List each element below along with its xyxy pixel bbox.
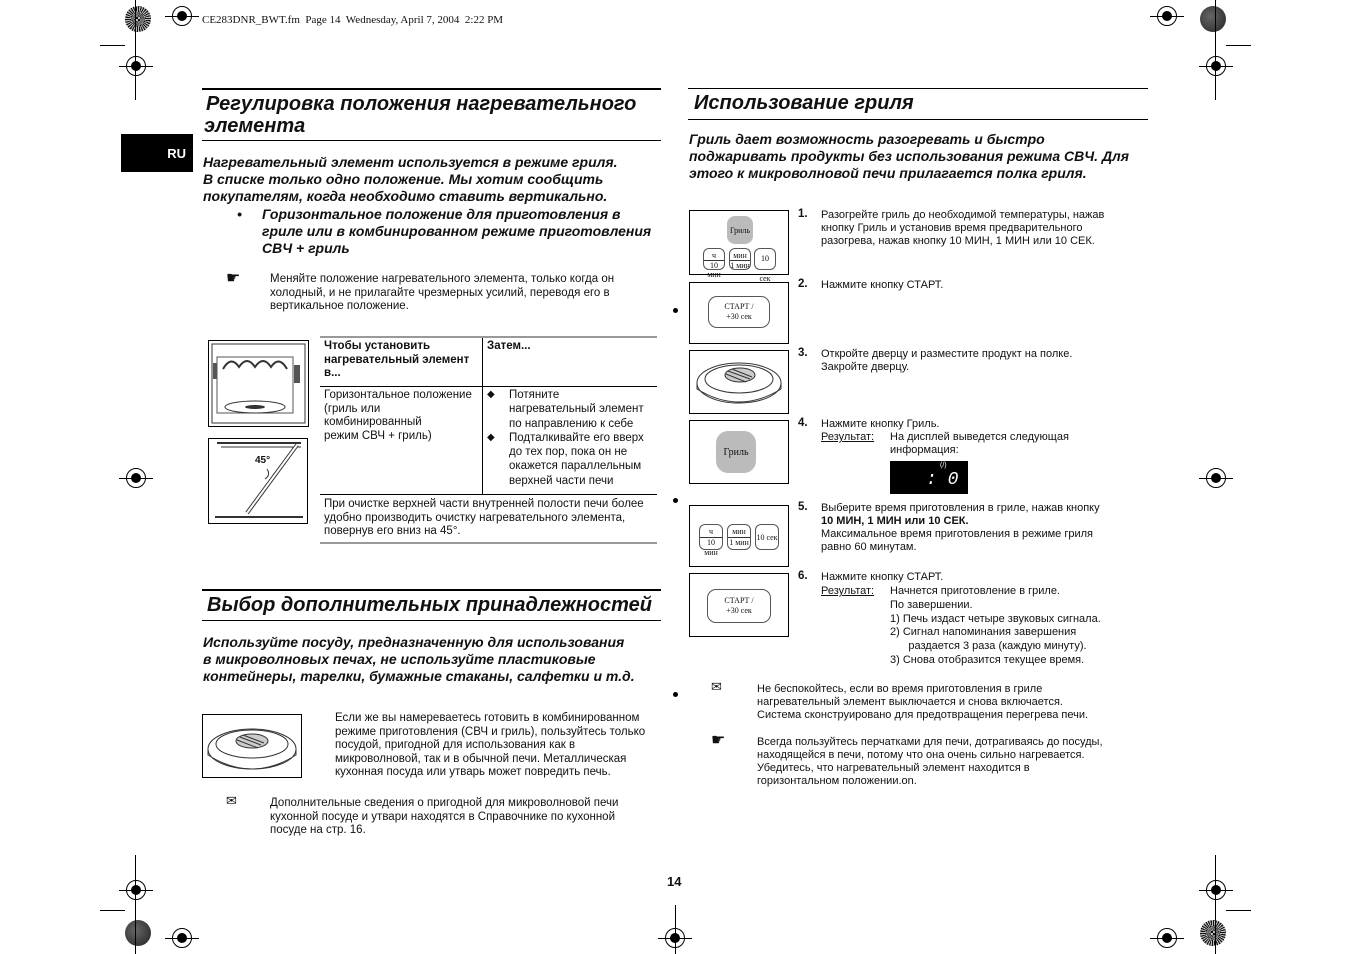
step-number: 5. <box>798 501 808 513</box>
note-icon: ✉ <box>226 793 237 808</box>
step6-result: Начнется приготовление в гриле. По завершении. 1) Печь издаст четыре звуковых сигнала. 2) Сигнал напоминания завершения раздается 3 раза (каждую минуту). 3) Снова отобразится текущее время. <box>890 585 1101 666</box>
crop-line <box>135 855 136 954</box>
registration-mark-icon <box>126 56 146 76</box>
step1-text: Разогрейте гриль до необходимой температуры, нажав кнопку Гриль и установив время предварительного разогрева, нажав кнопку 10 МИН, 1 МИН или 10 СЕК. <box>821 209 1105 247</box>
result-label: Результат: <box>821 585 875 597</box>
table-bullet: ◆ Потяните нагревательный элемент по направлению к себе <box>487 389 644 430</box>
registration-mark-icon <box>1157 6 1177 26</box>
crop-line <box>675 905 676 954</box>
section-title-heating-element: Регулировка положения нагревательного элемента <box>204 93 637 137</box>
step1-panel-illustration <box>689 210 789 283</box>
step3-rack-illustration <box>689 350 789 414</box>
registration-mark-icon <box>126 468 146 488</box>
1min-button-icon: мин 1 мин <box>729 248 751 270</box>
10sec-button-icon: 10 сек <box>755 524 779 550</box>
crop-line <box>135 0 136 100</box>
grill-rack-illustration <box>202 714 302 778</box>
section-rule <box>202 589 661 591</box>
registration-mark-icon <box>1157 928 1177 948</box>
center-dot <box>673 498 678 503</box>
registration-mark-icon <box>172 6 192 26</box>
step5-text: Выберите время приготовления в гриле, нажав кнопку 10 МИН, 1 МИН или 10 СЕК. Максимальное время приготовления в режиме гриля равно 60 минутам. <box>821 502 1100 553</box>
step6-text: Нажмите кнопку СТАРТ. <box>821 571 944 583</box>
section-rule <box>202 620 661 621</box>
start-button-icon: СТАРТ / +30 сек <box>708 296 770 328</box>
step2-start-illustration <box>689 282 789 344</box>
crop-line <box>1226 910 1251 911</box>
result-label: Результат: <box>821 431 875 443</box>
oven-interior-illustration <box>208 340 309 427</box>
note-icon: ✉ <box>711 679 722 694</box>
color-bar-icon <box>125 920 151 946</box>
crop-line <box>100 910 125 911</box>
table-cell-actions <box>483 387 644 494</box>
registration-mark-icon <box>1206 880 1226 900</box>
crop-line <box>1215 855 1216 954</box>
warning-icon: ☛ <box>226 270 241 287</box>
page-number: 14 <box>667 874 682 889</box>
warning-icon: ☛ <box>711 732 726 749</box>
section-rule <box>688 119 1148 120</box>
10sec-button-icon: 10 сек <box>754 248 776 270</box>
section-title-grill: Использование гриля <box>694 92 914 114</box>
accessories-note: Дополнительные сведения о пригодной для микроволновой печи кухонной посуде и утвари находятся в Справочнике по кухонной посуде на стр. 16. <box>270 797 619 836</box>
step2-text: Нажмите кнопку СТАРТ. <box>821 279 944 291</box>
color-bar-icon <box>125 6 151 32</box>
language-tab: RU <box>121 134 193 172</box>
step4-text: Нажмите кнопку Гриль. <box>821 418 940 430</box>
crop-line <box>1226 45 1251 46</box>
1min-button-icon: мин 1 мин <box>727 524 751 550</box>
table-header-col2: Затем... <box>487 340 531 352</box>
table-header-col1: Чтобы установить нагревательный элемент в... <box>320 338 483 386</box>
table-row <box>320 387 657 495</box>
step4-grill-illustration <box>689 420 789 484</box>
angled-element-illustration <box>208 438 308 524</box>
step-number: 2. <box>798 278 808 290</box>
registration-mark-icon <box>172 928 192 948</box>
10min-button-icon: ч 10 мин <box>703 248 725 270</box>
registration-mark-icon <box>1206 56 1226 76</box>
grill-button-icon: Гриль <box>727 216 753 244</box>
section-rule <box>688 88 1148 89</box>
angle-label: 45° <box>255 455 271 466</box>
center-dot <box>673 308 678 313</box>
heating-table <box>320 338 657 542</box>
display-readout: (/) : 0 <box>890 461 968 494</box>
section-rule <box>202 88 661 90</box>
grill-warning: Всегда пользуйтесь перчатками для печи, дотрагиваясь до посуды, находящейся в печи, потому что она очень сильно нагревается. Убедитесь, что нагревательный элемент находится в горизонтальном положении.on. <box>757 736 1103 787</box>
start-button-icon: СТАРТ / +30 сек <box>707 589 771 623</box>
registration-mark-icon <box>1206 468 1226 488</box>
table-rule <box>320 542 657 544</box>
section-rule <box>202 140 661 141</box>
table-bullet: ◆ Подталкивайте его вверх до тех пор, пока он не окажется параллельным верхней части печи <box>487 431 644 487</box>
color-bar-icon <box>1200 6 1226 32</box>
color-bar-icon <box>1200 920 1226 946</box>
table-cell-position: Горизонтальное положение (гриль или комбинированный режим СВЧ + гриль) <box>320 387 483 494</box>
step4-result: На дисплей выведется следующая информация: <box>890 431 1069 456</box>
accessories-intro: Используйте посуду, предназначенную для использования в микроволновых печах, не используйте пластиковые контейнеры, тарелки, бумажные стаканы, салфетки и т.д. <box>203 634 635 684</box>
center-dot <box>673 692 678 697</box>
step-number: 4. <box>798 417 808 429</box>
step5-panel-illustration <box>689 505 789 567</box>
crop-line <box>100 45 125 46</box>
accessories-body: Если же вы намереваетесь готовить в комбинированном режиме приготовления (СВЧ и гриль), пользуйтесь только посудой, пригодной для использования как в микроволновой, так и в обычной печи. Металлическая кухонная посуда или утварь может повредить печь. <box>335 712 646 778</box>
10min-button-icon: ч 10 мин <box>699 524 723 550</box>
step-number: 3. <box>798 347 808 359</box>
heating-intro: Нагревательный элемент используется в режиме гриля. В списке только одно положение. Мы хотим сообщить покупателям, когда необходимо ставить вертикально. <box>203 154 618 204</box>
step-number: 6. <box>798 570 808 582</box>
heating-bullet: • Горизонтальное положение для приготовления в гриле или в комбинированном режиме приготовления СВЧ + гриль <box>237 206 652 256</box>
grill-button-icon: Гриль <box>716 431 756 473</box>
registration-mark-icon <box>126 880 146 900</box>
step6-start-illustration <box>689 573 789 637</box>
table-header-row <box>320 338 657 387</box>
file-info-header: CE283DNR_BWT.fm Page 14 Wednesday, April 7, 2004 2:22 PM <box>202 14 504 26</box>
crop-line <box>1215 0 1216 100</box>
grill-intro: Гриль дает возможность разогревать и быстро поджаривать продукты без использования режима СВЧ. Для этого к микроволновой печи прилагается полка гриля. <box>689 131 1130 181</box>
heating-note: Меняйте положение нагревательного элемента, только когда он холодный, и не прилагайте чрезмерных усилий, переводя его в вертикальное положение. <box>270 273 615 312</box>
step-number: 1. <box>798 208 808 220</box>
step3-text: Откройте дверцу и разместите продукт на полке. Закройте дверцу. <box>821 348 1073 373</box>
grill-note: Не беспокойтесь, если во время приготовления в гриле нагревательный элемент выключается и снова включается. Система сконструировано для предотвращения перегрева печи. <box>757 683 1089 721</box>
section-title-accessories: Выбор дополнительных принадлежностей <box>207 594 652 616</box>
table-footer: При очистке верхней части внутренней полости печи более удобно производить очистку нагревательного элемента, повернув его вниз на 45°. <box>324 498 644 537</box>
